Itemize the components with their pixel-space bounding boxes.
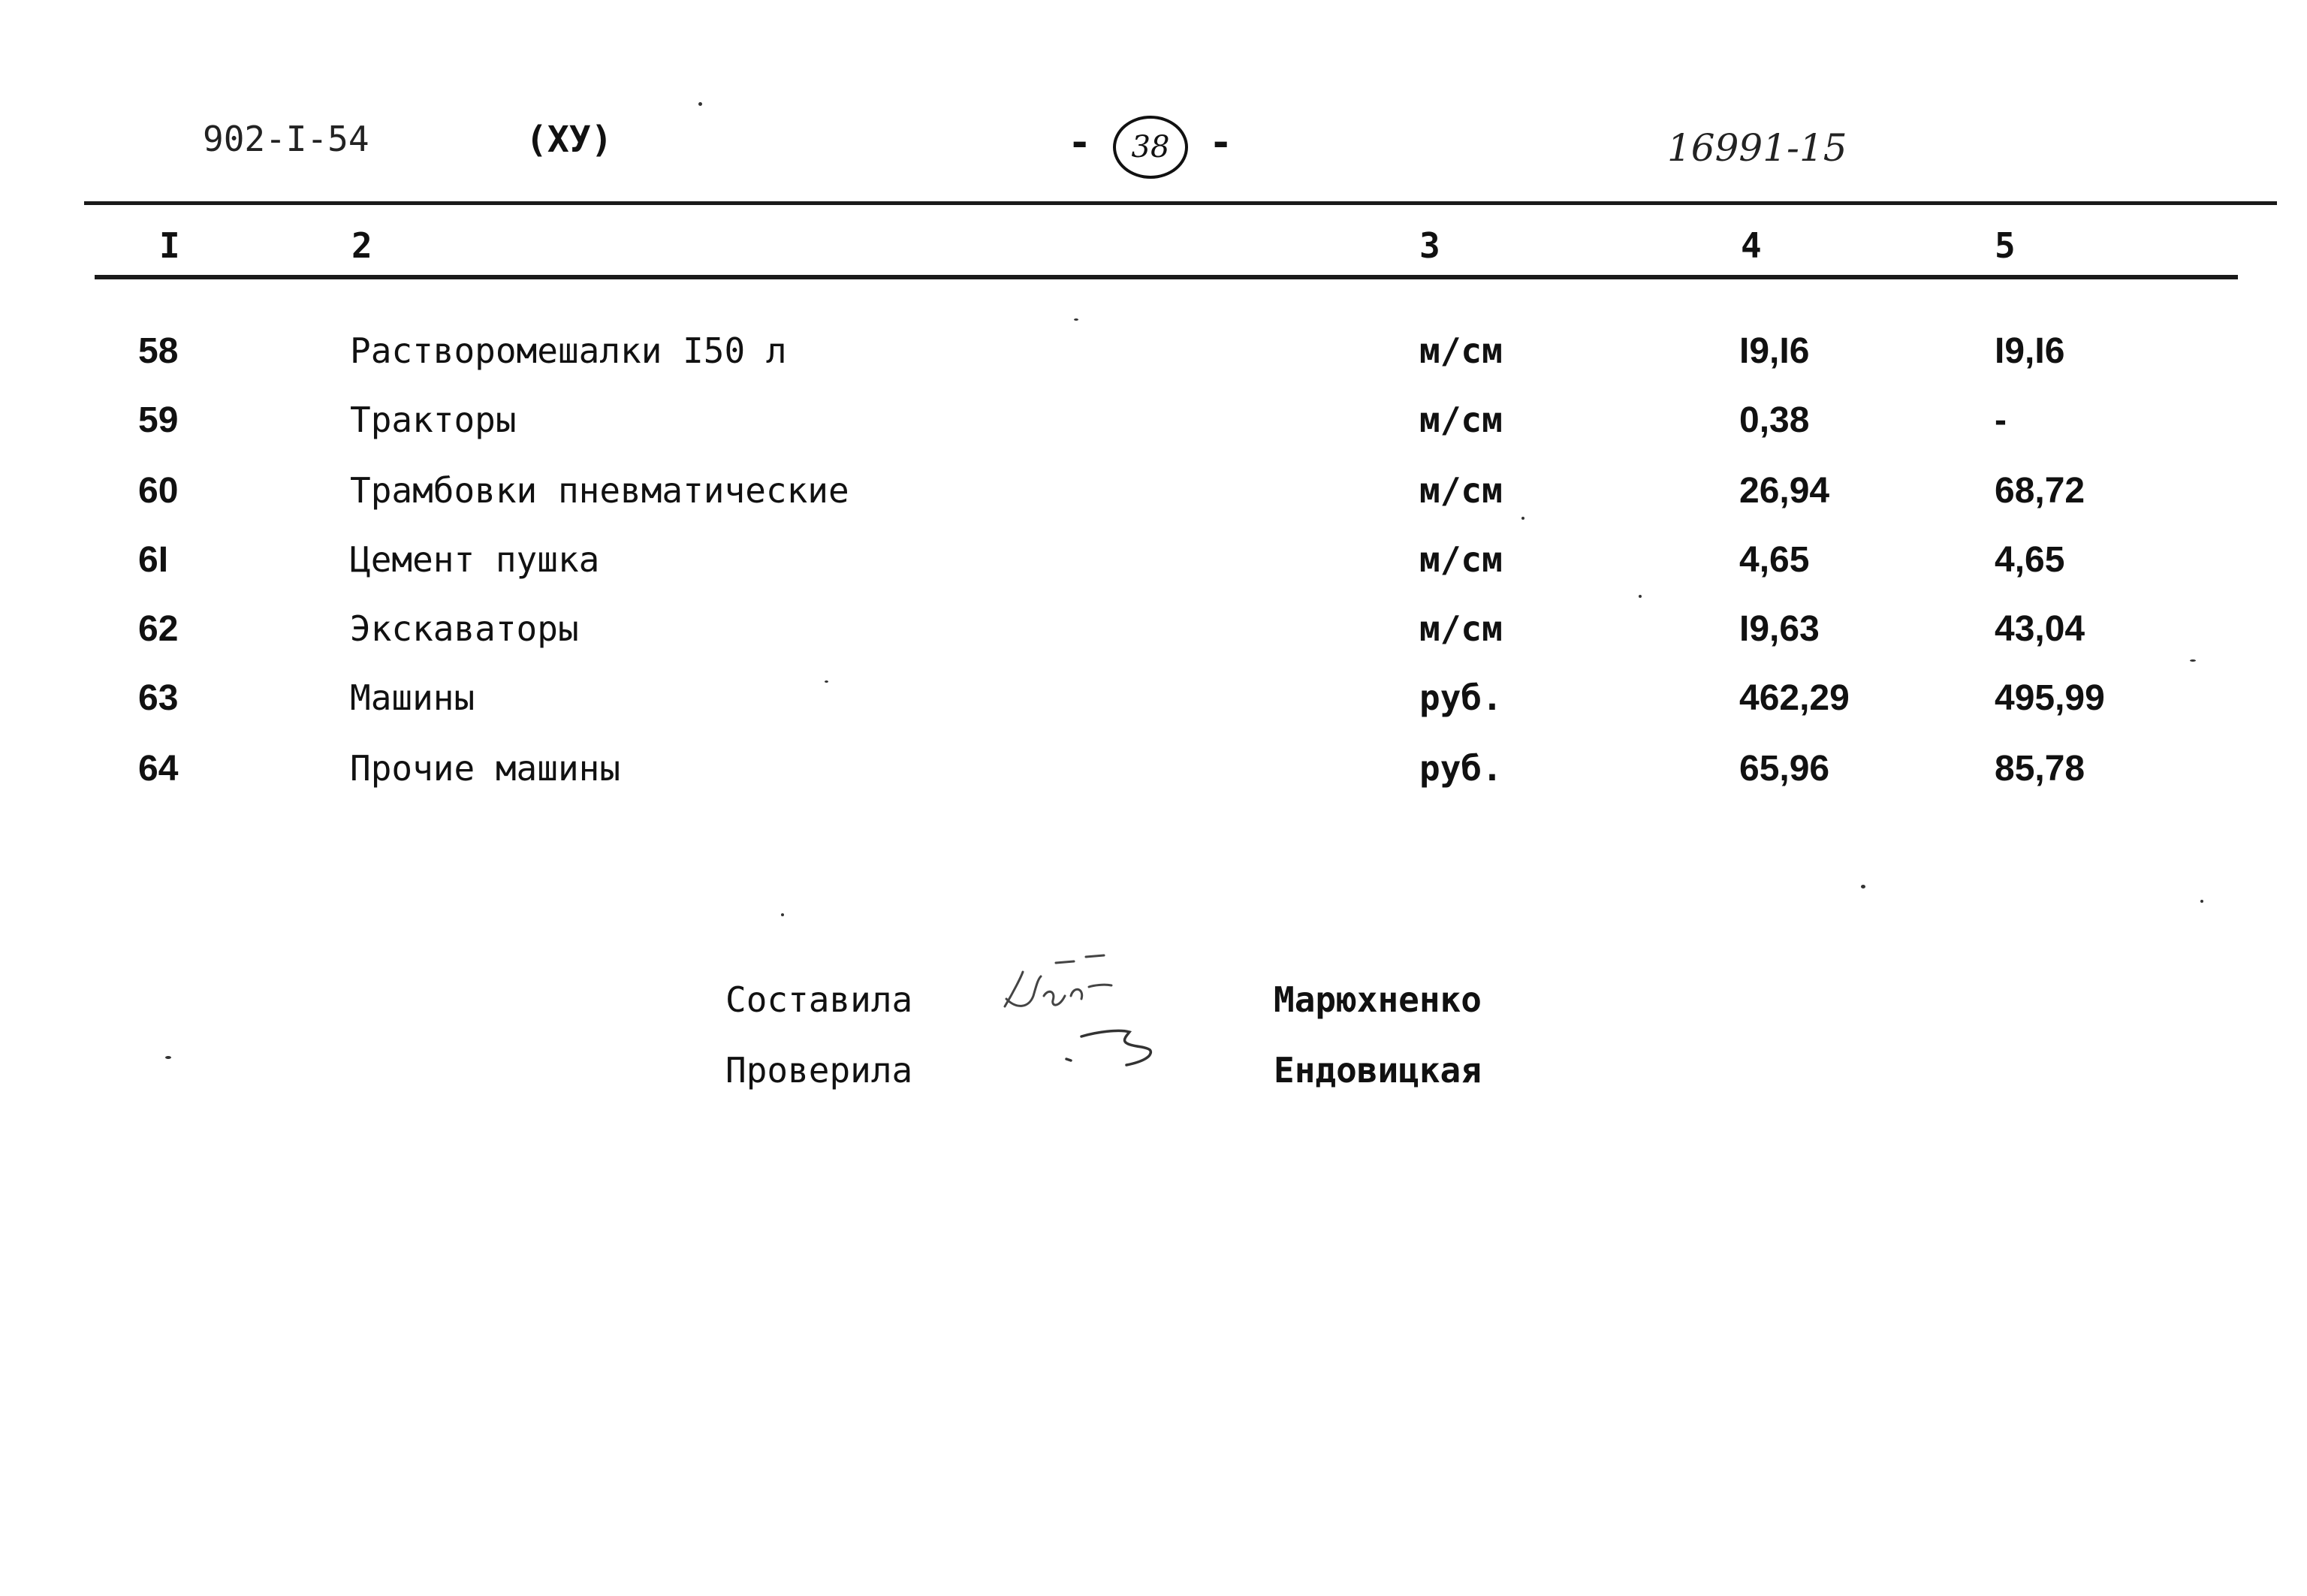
scan-speck: [1074, 318, 1078, 321]
page-dash-left: -: [1068, 120, 1092, 165]
row-name: Машины: [350, 677, 475, 718]
column-header-5: 5: [1995, 225, 2016, 266]
document-code: 902-I-54: [203, 119, 369, 159]
column-header-3: 3: [1419, 225, 1440, 266]
scan-speck: [1521, 517, 1524, 520]
row-value-5: 43,04: [1995, 609, 2085, 649]
table-row: [0, 608, 2307, 668]
row-number: 58: [138, 331, 179, 371]
row-value-5: 4,65: [1995, 540, 2065, 580]
row-unit: м/см: [1419, 400, 1503, 440]
page-dash-right: -: [1209, 120, 1233, 165]
scan-speck: [2200, 900, 2203, 903]
compiled-by-name: Марюхненко: [1274, 979, 1482, 1020]
row-value-4: 65,96: [1739, 749, 1830, 789]
table-row: [0, 330, 2307, 391]
table-row: [0, 539, 2307, 599]
row-name: Растворомешалки I50 л: [350, 330, 787, 371]
scan-speck: [825, 680, 828, 683]
row-unit: м/см: [1419, 330, 1503, 371]
row-value-5: -: [1995, 400, 2007, 440]
row-name: Тракторы: [350, 400, 517, 440]
row-name: Цемент пушка: [350, 539, 600, 580]
page-number: 38: [1113, 116, 1188, 179]
scan-speck: [165, 1056, 171, 1059]
row-value-4: 26,94: [1739, 471, 1830, 511]
table-row: [0, 748, 2307, 808]
signature-scribble-checked: [1051, 1014, 1172, 1082]
column-header-1: I: [159, 225, 180, 266]
table-row: [0, 677, 2307, 738]
row-value-4: 0,38: [1739, 400, 1810, 440]
scan-speck: [2190, 659, 2196, 662]
row-unit: м/см: [1419, 608, 1503, 649]
checked-by-name: Ендовицкая: [1274, 1050, 1482, 1091]
row-number: 64: [138, 749, 179, 789]
column-header-2: 2: [351, 225, 372, 266]
row-name: Трамбовки пневматические: [350, 470, 849, 511]
row-unit: руб.: [1419, 677, 1503, 718]
scan-speck: [781, 913, 784, 916]
compiled-by-label: Составила: [725, 979, 913, 1020]
header-rule: [95, 275, 2238, 279]
row-value-4: I9,I6: [1739, 331, 1810, 371]
scan-speck: [1861, 885, 1865, 889]
row-number: 60: [138, 471, 179, 511]
table-row: [0, 400, 2307, 460]
row-value-4: I9,63: [1739, 609, 1820, 649]
table-row: [0, 470, 2307, 530]
row-name: Прочие машины: [350, 748, 621, 789]
row-value-5: I9,I6: [1995, 331, 2065, 371]
row-number: 6I: [138, 540, 169, 580]
scan-speck: [1639, 595, 1642, 598]
section-code: (ХУ): [526, 119, 613, 161]
row-number: 63: [138, 678, 179, 718]
row-name: Экскаваторы: [350, 608, 579, 649]
column-header-4: 4: [1741, 225, 1762, 266]
row-value-5: 68,72: [1995, 471, 2085, 511]
row-value-5: 85,78: [1995, 749, 2085, 789]
row-value-4: 462,29: [1739, 678, 1850, 718]
row-value-4: 4,65: [1739, 540, 1810, 580]
row-value-5: 495,99: [1995, 678, 2105, 718]
row-number: 59: [138, 400, 179, 440]
row-unit: м/см: [1419, 470, 1503, 511]
row-number: 62: [138, 609, 179, 649]
row-unit: руб.: [1419, 748, 1503, 789]
row-unit: м/см: [1419, 539, 1503, 580]
archive-number: 16991-15: [1667, 126, 1847, 170]
checked-by-label: Проверила: [725, 1050, 913, 1091]
scan-speck: [698, 102, 702, 106]
top-rule: [84, 201, 2277, 205]
